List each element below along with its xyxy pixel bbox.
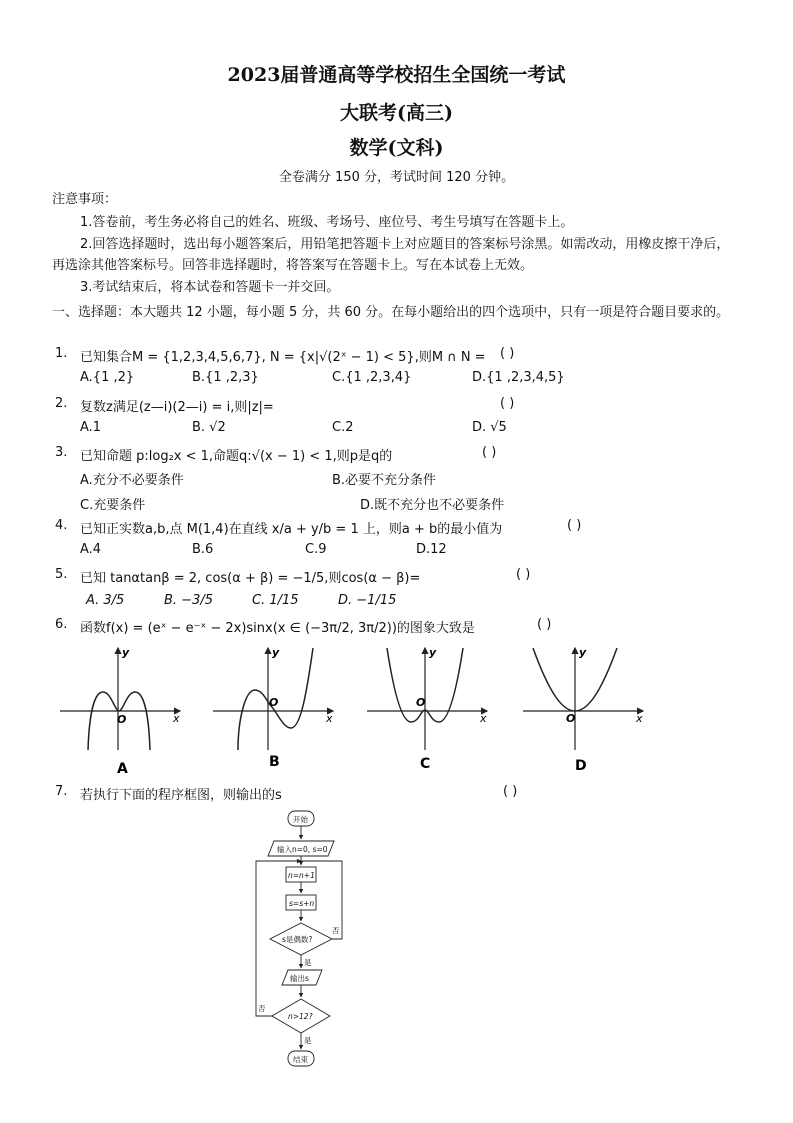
flow-step-s-label: s=s+n: [289, 899, 315, 908]
axis-y-label: y: [579, 646, 587, 659]
graph-d: [523, 646, 643, 774]
answer-paren: ( ): [482, 445, 497, 460]
question-number: 6.: [55, 617, 68, 632]
exam-subtitle: 大联考(高三): [340, 102, 453, 124]
option-d: D.12: [416, 542, 447, 557]
origin-label: O: [269, 696, 279, 709]
flow-cond-even-yes: 是: [304, 958, 312, 967]
option-a: A.{1 ,2}: [80, 370, 135, 385]
question-number: 2.: [55, 396, 68, 411]
question-stem: 函数f(x) = (eˣ − e⁻ˣ − 2x)sinx(x ∈ (−3π/2, 3π/2))的图象大致是: [80, 621, 475, 636]
question-stem: 复数z满足(z—i)(2—i) = i,则|z|=: [80, 400, 274, 415]
flow-cond-n-no: 否: [258, 1004, 266, 1013]
notice-item-2: 2.回答选择题时，选出每小题答案后，用铅笔把答题卡上对应题目的答案标号涂黑。如需改动，用橡皮擦干净后，再选涂其他答案标号。回答非选择题时，将答案写在答题卡上。写在本试卷上无效。: [52, 237, 730, 273]
graph-c: [367, 646, 487, 772]
option-d: D.{1 ,2,3,4,5}: [472, 370, 565, 385]
axis-x-label: x: [636, 712, 643, 725]
option-a: A.充分不必要条件: [80, 473, 184, 488]
axis-x-label: x: [480, 712, 487, 725]
option-b: B.6: [192, 542, 214, 557]
notice-heading: 注意事项：: [52, 192, 118, 207]
axis-y-label: y: [122, 646, 130, 659]
flow-output-label: 输出s: [290, 974, 309, 983]
option-d: D.既不充分也不必要条件: [360, 498, 505, 513]
question-number: 3.: [55, 445, 68, 460]
flow-cond-n-yes: 是: [304, 1036, 312, 1045]
notice-item-1: 1.答卷前，考生务必将自己的姓名、班级、考场号、座位号、考生号填写在答题卡上。: [80, 215, 574, 230]
question-number: 5.: [55, 567, 68, 582]
answer-paren: ( ): [500, 346, 515, 361]
answer-paren: ( ): [516, 567, 531, 582]
flow-input-label: 输入n=0, s=0: [277, 845, 328, 854]
graph-label-d: D: [575, 758, 587, 774]
axis-y-label: y: [429, 646, 437, 659]
axis-x-label: x: [326, 712, 333, 725]
option-a: A.1: [80, 420, 102, 435]
graph-label-b: B: [269, 754, 280, 770]
option-c: C. 1/15: [252, 593, 299, 608]
option-a: A.4: [80, 542, 102, 557]
section-heading: 一、选择题：本大题共 12 小题，每小题 5 分，共 60 分。在每小题给出的四个选项中，只有一项是符合题目要求的。: [52, 305, 730, 320]
option-b: B. √2: [192, 420, 226, 435]
graph-b: [213, 646, 333, 770]
graph-label-c: C: [420, 756, 431, 772]
question-stem: 已知正实数a,b,点 M(1,4)在直线 x/a + y/b = 1 上，则a + b的最小值为: [80, 522, 503, 537]
origin-label: O: [416, 696, 426, 709]
answer-paren: ( ): [503, 784, 518, 799]
origin-label: O: [117, 713, 127, 726]
option-b: B. −3/5: [164, 593, 213, 608]
exam-subject: 数学(文科): [349, 137, 444, 159]
question-number: 1.: [55, 346, 68, 361]
flow-cond-n-label: n>12?: [288, 1012, 313, 1021]
option-c: C.{1 ,2,3,4}: [332, 370, 412, 385]
option-d: D. −1/15: [338, 593, 397, 608]
flow-end-label: 结束: [293, 1055, 308, 1064]
exam-info: 全卷满分 150 分，考试时间 120 分钟。: [278, 170, 515, 185]
axis-y-label: y: [272, 646, 280, 659]
exam-title: 2023届普通高等学校招生全国统一考试: [227, 64, 566, 86]
option-c: C.9: [305, 542, 327, 557]
graph-a: [60, 646, 180, 777]
option-d: D. √5: [472, 420, 507, 435]
function-graphs: [55, 640, 655, 780]
option-c: C.2: [332, 420, 354, 435]
answer-paren: ( ): [500, 396, 515, 411]
flow-step-n-label: n=n+1: [288, 871, 315, 880]
flow-start-label: 开始: [293, 815, 308, 824]
question-number: 4.: [55, 518, 68, 533]
flow-cond-even-label: s是偶数?: [282, 935, 313, 944]
notice-item-3: 3.考试结束后，将本试卷和答题卡一并交回。: [80, 280, 340, 295]
question-stem: 已知 tanαtanβ = 2, cos(α + β) = −1/5,则cos(α − β)=: [80, 571, 421, 586]
question-stem: 已知命题 p:log₂x < 1,命题q:√(x − 1) < 1,则p是q的: [80, 449, 393, 464]
answer-paren: ( ): [567, 518, 582, 533]
axis-x-label: x: [173, 712, 180, 725]
question-stem: 若执行下面的程序框图，则输出的s: [80, 788, 282, 803]
graph-label-a: A: [117, 761, 128, 777]
question-number: 7.: [55, 784, 68, 799]
option-a: A. 3/5: [86, 593, 125, 608]
option-b: B.{1 ,2,3}: [192, 370, 259, 385]
origin-label: O: [566, 712, 576, 725]
flow-cond-even-no: 否: [332, 926, 340, 935]
answer-paren: ( ): [537, 617, 552, 632]
program-flowchart: [248, 805, 358, 1070]
option-b: B.必要不充分条件: [332, 473, 437, 488]
option-c: C.充要条件: [80, 498, 146, 513]
question-stem: 已知集合M = {1,2,3,4,5,6,7}, N = {x|√(2ˣ − 1) < 5},则M ∩ N =: [80, 350, 486, 365]
